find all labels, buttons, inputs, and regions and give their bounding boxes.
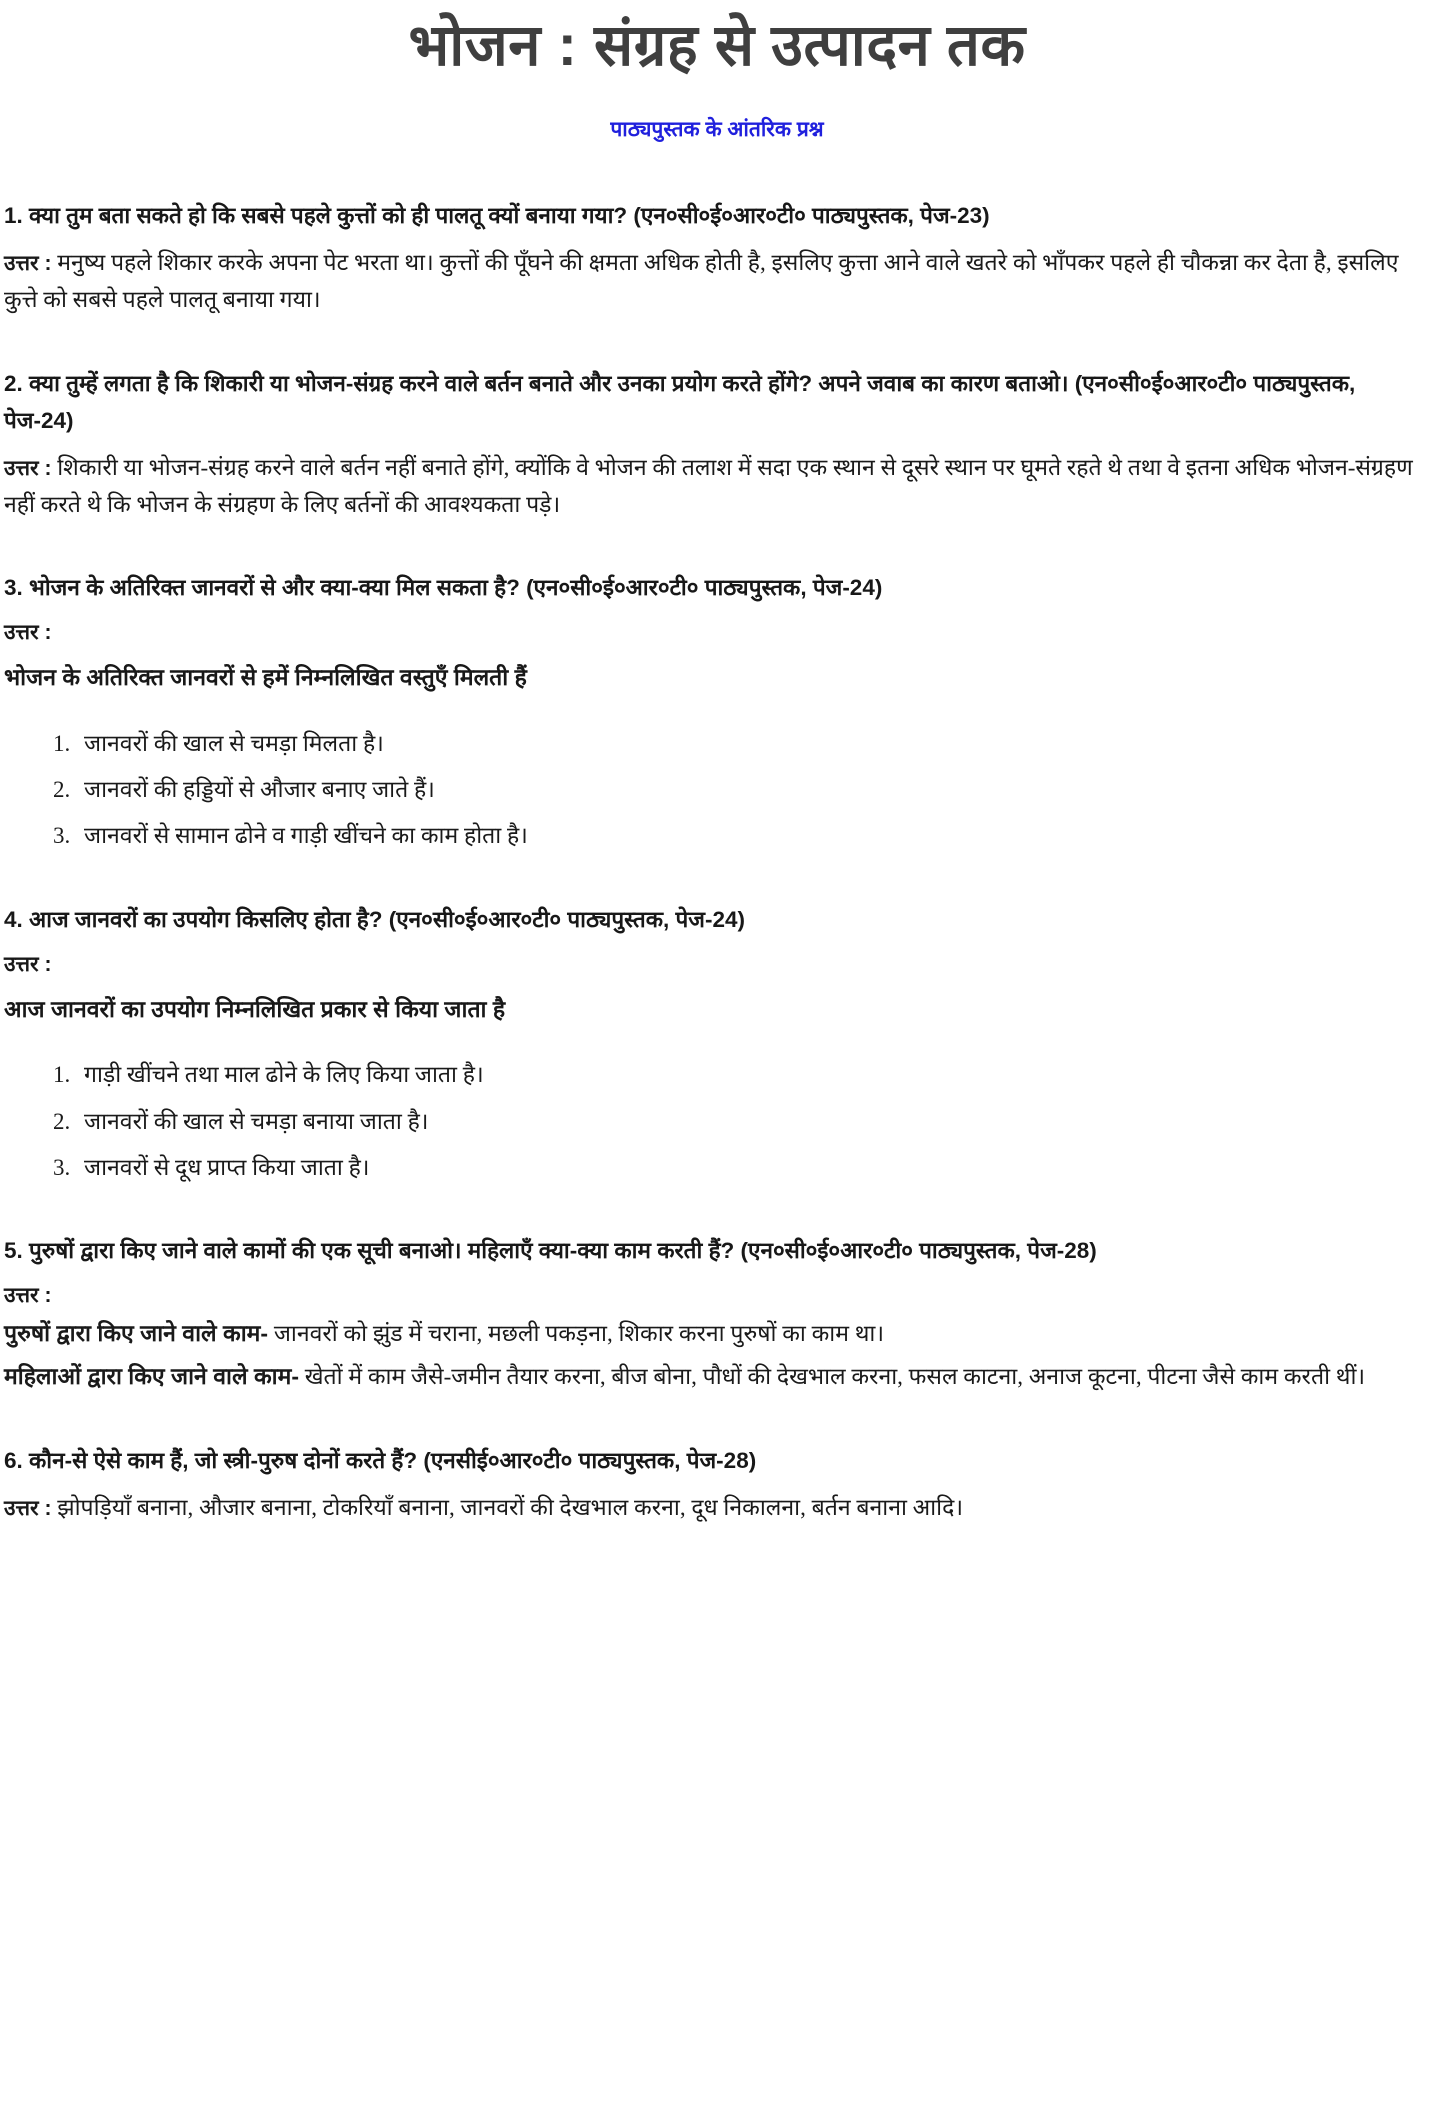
answer-labeled-line-women [4, 1358, 1430, 1395]
qa-block-1 [4, 197, 1430, 319]
answer-body-2: शिकारी या भोजन-संग्रह करने वाले बर्तन नहीं बनाते होंगे, क्योंकि वे भोजन की तलाश में सदा एक स्थान से दूसरे स्थान पर घूमते रहते थे तथा वे इतना अधिक भोजन-संग्रहण नहीं करते थे कि भोजन के संग्रहण के लिए बर्तनों की आवश्यकता पड़े। [4, 454, 1413, 518]
qa-block-3 [4, 569, 1430, 854]
answer-list-4 [4, 1056, 1430, 1186]
list-item: 3. जानवरों से सामान ढोने व गाड़ी खींचने का काम होता है। [76, 817, 1430, 854]
question-text-1: 1. क्या तुम बता सकते हो कि सबसे पहले कुत्तों को ही पालतू क्यों बनाया गया? (एन०सी०ई०आर०टी० पाठ्यपुस्तक, पेज-23) [4, 202, 990, 228]
page-title: भोजन : संग्रह से उत्पादन तक [408, 13, 1026, 78]
answer-body-1: मनुष्य पहले शिकार करके अपना पेट भरता था। कुत्तों की पूँघने की क्षमता अधिक होती है, इसलिए कुत्ता आने वाले खतरे को भाँपकर पहले ही चौकन्ना कर देता है, इसलिए कुत्ते को सबसे पहले पालतू बनाया गया। [4, 250, 1399, 313]
answer-label-2: उत्तर : [4, 456, 52, 480]
answer-label-4: उत्तर : [4, 952, 52, 976]
answer-label-5: उत्तर : [4, 1284, 52, 1308]
list-item: 2. जानवरों की हड्डियों से औजार बनाए जाते हैं। [76, 771, 1430, 808]
question-text-3: 3. भोजन के अतिरिक्त जानवरों से और क्या-क्या मिल सकता है? (एन०सी०ई०आर०टी० पाठ्यपुस्तक, पेज-24) [4, 575, 883, 601]
answer-text-2 [4, 449, 1430, 524]
qa-block-6 [4, 1442, 1430, 1526]
answer-text-1 [4, 244, 1430, 319]
answer-body-6: झोपड़ियाँ बनाना, औजार बनाना, टोकरियाँ बनाना, जानवरों की देखभाल करना, दूध निकालना, बर्तन बनाना आदि। [57, 1494, 964, 1520]
answer-labeled-line-men [4, 1315, 1430, 1352]
answer-label-1: उत्तर : [4, 252, 52, 276]
answer-label-6: उत्तर : [4, 1496, 52, 1520]
qa-block-5 [4, 1232, 1430, 1396]
text-men-work: जानवरों को झुंड में चराना, मछली पकड़ना, शिकार करना पुरुषों का काम था। [268, 1321, 885, 1347]
question-text-5: 5. पुरुषों द्वारा किए जाने वाले कामों की एक सूची बनाओ। महिलाएँ क्या-क्या काम करती हैं? (एन०सी०ई०आर०टी० पाठ्यपुस्तक, पेज-28) [4, 1238, 1097, 1264]
question-text-2: 2. क्या तुम्हें लगता है कि शिकारी या भोजन-संग्रह करने वाले बर्तन बनाते और उनका प्रयोग करते होंगे? अपने जवाब का कारण बताओ। (एन०सी०ई०आर०टी० पाठ्यपुस्तक, पेज-24) [4, 370, 1356, 433]
list-item: 3. जानवरों से दूध प्राप्त किया जाता है। [76, 1149, 1430, 1186]
label-women-work: महिलाओं द्वारा किए जाने वाले काम- [4, 1363, 299, 1390]
list-item: 2. जानवरों की खाल से चमड़ा बनाया जाता है। [76, 1103, 1430, 1140]
label-men-work: पुरुषों द्वारा किए जाने वाले काम- [4, 1320, 269, 1347]
list-item: 1. गाड़ी खींचने तथा माल ढोने के लिए किया जाता है। [76, 1056, 1430, 1093]
qa-block-2 [4, 365, 1430, 524]
list-item: 1. जानवरों की खाल से चमड़ा मिलता है। [76, 725, 1430, 762]
answer-intro-4: आज जानवरों का उपयोग निम्नलिखित प्रकार से किया जाता है [4, 995, 506, 1022]
answer-intro-3: भोजन के अतिरिक्त जानवरों से हमें निम्नलिखित वस्तुएँ मिलती हैं [4, 664, 527, 691]
qa-block-4 [4, 901, 1430, 1186]
answer-text-6 [4, 1489, 1430, 1526]
answer-list-3 [4, 725, 1430, 855]
page-subtitle: पाठ्यपुस्तक के आंतरिक प्रश्न [610, 117, 824, 141]
question-text-4: 4. आज जानवरों का उपयोग किसलिए होता है? (एन०सी०ई०आर०टी० पाठ्यपुस्तक, पेज-24) [4, 906, 746, 932]
question-text-6: 6. कौन-से ऐसे काम हैं, जो स्त्री-पुरुष दोनों करते हैं? (एनसीई०आर०टी० पाठ्यपुस्तक, पेज-28) [4, 1447, 757, 1473]
text-women-work: खेतों में काम जैसे-जमीन तैयार करना, बीज बोना, पौधों की देखभाल करना, फसल काटना, अनाज कूटना, पीटना जैसे काम करती थीं। [298, 1364, 1366, 1390]
document-page [0, 8, 1438, 1526]
answer-label-3: उत्तर : [4, 621, 52, 645]
